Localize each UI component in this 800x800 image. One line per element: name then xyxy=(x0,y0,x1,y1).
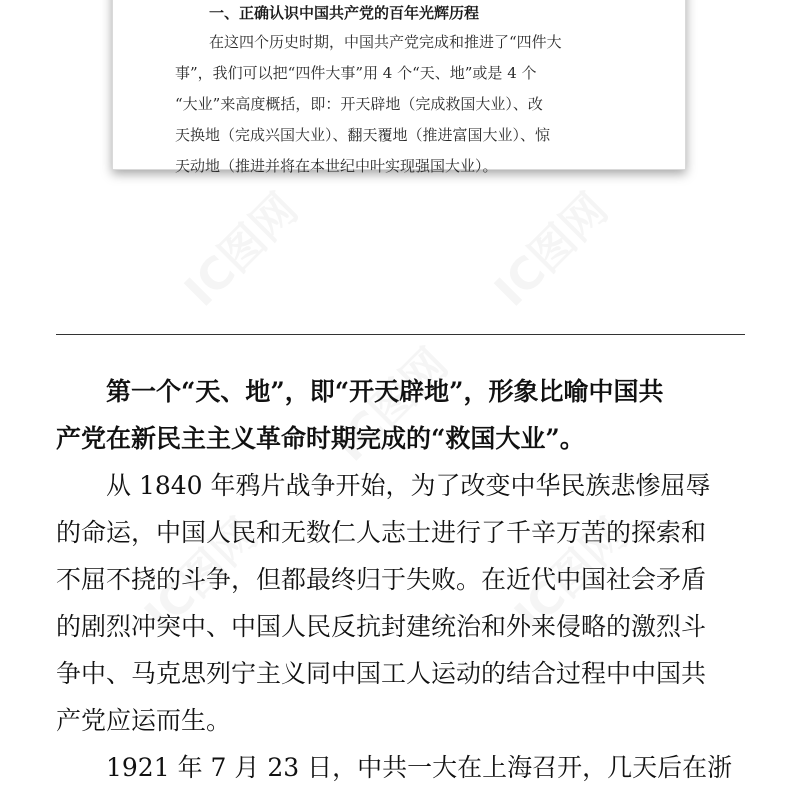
watermark: IC图网 xyxy=(135,508,268,642)
card-line: 天动地（推进并将在本世纪中叶实现强国大业）。 xyxy=(175,157,498,175)
card-heading: 一、正确认识中国共产党的百年光辉历程 xyxy=(209,4,480,22)
card-line: “大业”来高度概括，即：开天辟地（完成救国大业）、改 xyxy=(175,95,543,113)
card-line: 天换地（完成兴国大业）、翻天覆地（推进富国大业）、惊 xyxy=(175,126,551,144)
watermark: IC图网 xyxy=(175,183,308,317)
watermark: IC图网 xyxy=(485,183,618,317)
body-line: 的命运，中国人民和无数仁人志士进行了千辛万苦的探索和 xyxy=(56,518,707,547)
body-line: 不屈不挠的斗争，但都最终归于失败。在近代中国社会矛盾 xyxy=(56,565,707,594)
article-body xyxy=(56,368,756,791)
body-line: 争中、马克思列宁主义同中国工人运动的结合过程中中国共 xyxy=(56,659,707,688)
body-line: 的剧烈冲突中、中国人民反抗封建统治和外来侵略的激烈斗 xyxy=(56,612,707,641)
watermark: IC图网 xyxy=(505,508,638,642)
body-line: 产党应运而生。 xyxy=(56,706,232,735)
card-paragraph xyxy=(175,27,635,182)
body-line-bold: 产党在新民主主义革命时期完成的“救国大业”。 xyxy=(56,424,585,453)
watermark: IC图网 xyxy=(325,338,458,472)
body-line: 1921 年 7 月 23 日，中共一大在上海召开，几天后在浙 xyxy=(106,753,733,782)
card-line: 在这四个历史时期，中国共产党完成和推进了“四件大 xyxy=(209,33,562,51)
section-divider xyxy=(56,334,745,335)
summary-card xyxy=(112,0,686,175)
body-line-bold: 第一个“天、地”，即“开天辟地”，形象比喻中国共 xyxy=(106,377,664,406)
body-line: 从 1840 年鸦片战争开始，为了改变中华民族悲惨屈辱 xyxy=(106,471,711,500)
card-line: 事”，我们可以把“四件大事”用 4 个“天、地”或是 4 个 xyxy=(175,64,537,82)
